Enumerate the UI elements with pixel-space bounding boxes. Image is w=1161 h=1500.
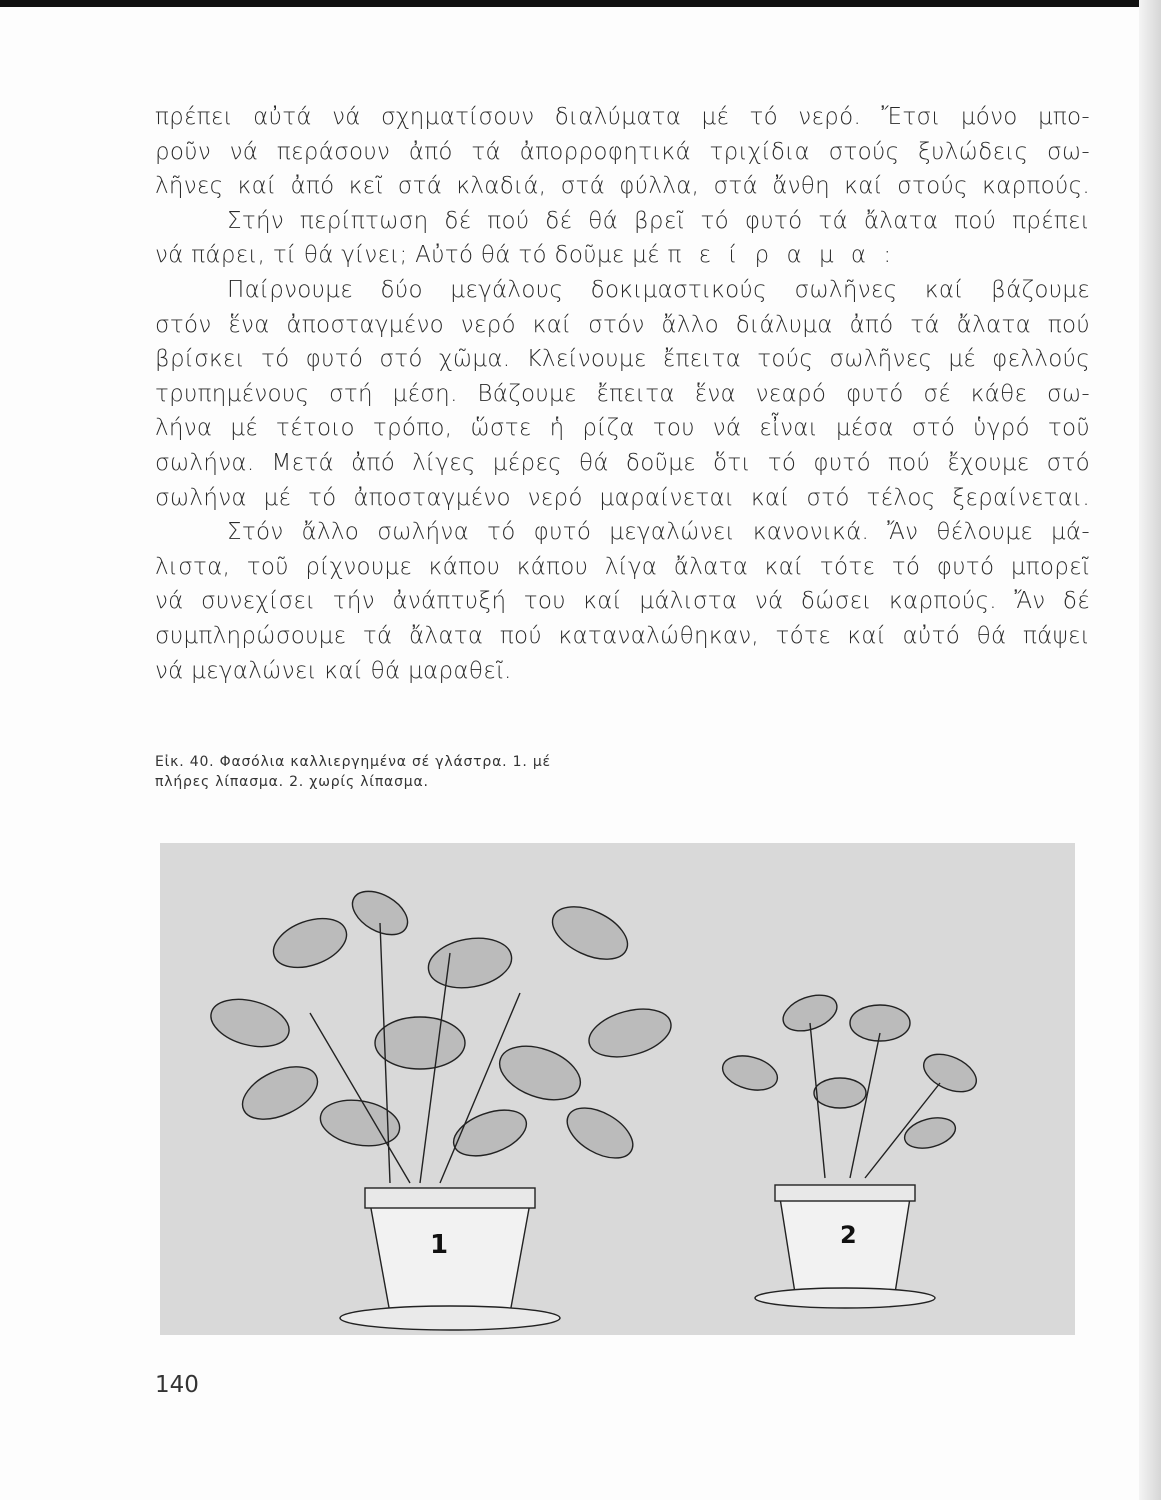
emphasis-word: π ε ί ρ α μ α : bbox=[667, 242, 897, 269]
pot-label-2: 2 bbox=[840, 1221, 857, 1249]
text-line: λιστα, τοῦ ρίχνουμε κάπου κάπου λίγα ἄλατα καί τότε τό φυτό μπορεῖ bbox=[155, 553, 1090, 580]
text-line: Στόν ἄλλο σωλήνα τό φυτό μεγαλώνει κανονικά. Ἄν θέλουμε μά- bbox=[227, 519, 1090, 546]
text-line: σωλήνα μέ τό ἀποσταγμένο νερό μαραίνεται καί στό τέλος ξεραίνεται. bbox=[155, 484, 1090, 511]
text-line: νά μεγαλώνει καί θά μαραθεῖ. bbox=[155, 657, 512, 684]
caption-line: Εἰκ. 40. Φασόλια καλλιεργημένα σέ γλάστρα. 1. μέ bbox=[155, 754, 551, 770]
text-line: λῆνες καί ἀπό κεῖ στά κλαδιά, στά φύλλα, στά ἄνθη καί στούς καρπούς. bbox=[155, 173, 1090, 200]
text-line-start: νά πάρει, τί θά γίνει; Αὐτό θά τό δοῦμε μέ bbox=[155, 242, 660, 269]
figure-caption bbox=[155, 752, 551, 792]
text-line: νά συνεχίσει τήν ἀνάπτυξή του καί μάλιστα νά δώσει καρπούς. Ἄν δέ bbox=[155, 588, 1090, 615]
text-line: σωλήνα. Μετά ἀπό λίγες μέρες θά δοῦμε ὅτι τό φυτό πού ἔχουμε στό bbox=[155, 449, 1090, 476]
page-number: 140 bbox=[155, 1372, 199, 1398]
caption-line: πλήρες λίπασμα. 2. χωρίς λίπασμα. bbox=[155, 774, 429, 790]
text-line: βρίσκει τό φυτό στό χῶμα. Κλείνουμε ἔπειτα τούς σωλῆνες μέ φελλούς bbox=[155, 346, 1090, 373]
text-line: πρέπει αὐτά νά σχηματίσουν διαλύματα μέ τό νερό. Ἔτσι μόνο μπο- bbox=[155, 104, 1090, 130]
scan-top-border bbox=[0, 0, 1161, 7]
text-line: συμπληρώσουμε τά ἄλατα πού καταναλώθηκαν, τότε καί αὐτό θά πάψει bbox=[155, 622, 1090, 649]
body-text bbox=[155, 100, 1090, 688]
text-line: ροῦν νά περάσουν ἀπό τά ἀπορροφητικά τριχίδια στούς ξυλώδεις σω- bbox=[155, 138, 1090, 165]
text-line bbox=[155, 238, 1090, 273]
plants-illustration bbox=[160, 843, 1075, 1335]
figure-bean-plants bbox=[160, 843, 1075, 1335]
plant-2 bbox=[719, 988, 982, 1308]
scan-right-edge bbox=[1139, 0, 1161, 1500]
plant-1 bbox=[206, 882, 677, 1330]
text-line: τρυπημένους στή μέση. Βάζουμε ἔπειτα ἕνα νεαρό φυτό σέ κάθε σω- bbox=[155, 380, 1090, 407]
text-line: στόν ἕνα ἀποσταγμένο νερό καί στόν ἄλλο διάλυμα ἀπό τά ἄλατα πού bbox=[155, 311, 1090, 338]
text-line: Στήν περίπτωση δέ πού δέ θά βρεῖ τό φυτό τά ἄλατα πού πρέπει bbox=[227, 207, 1090, 234]
pot-label-1: 1 bbox=[430, 1230, 449, 1260]
text-line: λήνα μέ τέτοιο τρόπο, ὥστε ἡ ρίζα του νά εἶναι μέσα στό ὑγρό τοῦ bbox=[155, 415, 1090, 442]
text-line: Παίρνουμε δύο μεγάλους δοκιμαστικούς σωλῆνες καί βάζουμε bbox=[227, 276, 1090, 303]
